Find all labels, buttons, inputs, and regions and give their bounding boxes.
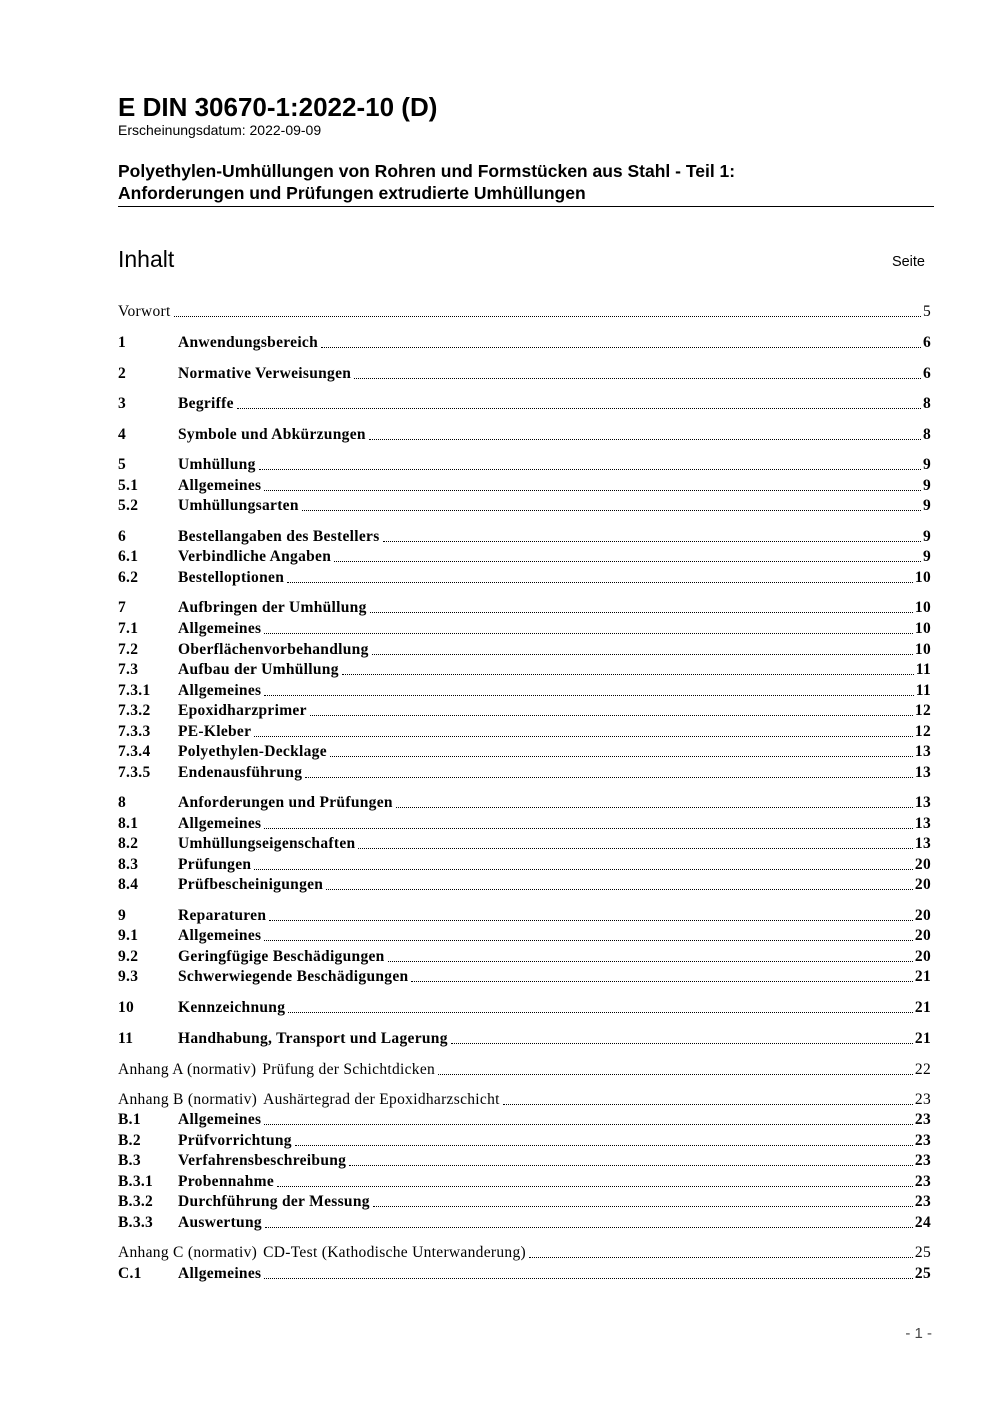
toc-entry-number: 7 [118, 599, 127, 616]
toc-entry-number: 7.3 [118, 661, 139, 678]
toc-dot-leader [321, 347, 921, 348]
toc-entry-label: Normative Verweisungen [178, 365, 352, 382]
toc-entry-label: Symbole und Abkürzungen [178, 426, 366, 443]
toc-entry-number: 10 [118, 999, 135, 1016]
toc-entry-label: Endenausführung [178, 764, 303, 781]
toc-entry-page: 20 [914, 856, 931, 873]
toc-entry-label: Umhüllungseigenschaften [178, 835, 356, 852]
toc-dot-leader [358, 848, 912, 849]
document-title-line-2: Anforderungen und Prüfungen extrudierte Umhüllungen [118, 183, 586, 203]
toc-entry-page: 21 [914, 1030, 931, 1047]
toc-entry-page: 20 [914, 876, 931, 893]
toc-entry[interactable] [118, 1213, 931, 1233]
toc-dot-leader [264, 1124, 913, 1125]
toc-entry-number: 4 [118, 426, 127, 443]
toc-entry-number: 7.2 [118, 641, 139, 658]
toc-entry-label: Verbindliche Angaben [178, 548, 332, 565]
toc-entry-page: 10 [914, 569, 931, 586]
toc-dot-leader [305, 777, 913, 778]
toc-entry-number: 8.4 [118, 876, 139, 893]
toc-entry-page: 23 [914, 1111, 931, 1128]
toc-entry-number: 6.1 [118, 548, 139, 565]
toc-entry-page: 12 [914, 723, 931, 740]
toc-entry-number: 7.3.3 [118, 723, 151, 740]
toc-entry-page: 8 [922, 426, 931, 443]
toc-entry[interactable] [118, 681, 931, 701]
toc-entry-page: 20 [914, 907, 931, 924]
toc-entry-page: 10 [914, 599, 931, 616]
toc-entry-number: 7.3.2 [118, 702, 151, 719]
toc-entry-number: B.1 [118, 1111, 141, 1128]
toc-dot-leader [302, 510, 921, 511]
toc-entry-number: 9.1 [118, 927, 139, 944]
toc-entry[interactable] [118, 701, 931, 721]
toc-entry-number: 6 [118, 528, 127, 545]
toc-entry-page: 11 [915, 661, 931, 678]
toc-entry-page: 23 [914, 1193, 931, 1210]
toc-dot-leader [373, 1206, 913, 1207]
toc-entry-label: Epoxidharzprimer [178, 702, 307, 719]
toc-entry-label: Anwendungsbereich [178, 334, 319, 351]
toc-entry-page: 24 [914, 1214, 931, 1231]
toc-entry[interactable] [118, 547, 931, 567]
toc-entry[interactable] [118, 1192, 931, 1212]
toc-entry-label: Polyethylen-Decklage [178, 743, 327, 760]
toc-dot-leader [264, 633, 913, 634]
toc-entry-page: 11 [915, 682, 931, 699]
toc-entry-label: Umhüllungsarten [178, 497, 299, 514]
toc-entry-page: 13 [914, 794, 931, 811]
toc-dot-leader [288, 1012, 913, 1013]
toc-annex-label: Anhang A (normativ) [118, 1061, 257, 1078]
toc-entry[interactable] [118, 998, 931, 1018]
toc-entry[interactable] [118, 527, 931, 547]
toc-entry[interactable] [118, 1110, 931, 1130]
toc-entry-label: Allgemeines [178, 1265, 262, 1282]
toc-entry[interactable] [118, 1029, 931, 1049]
toc-entry[interactable] [118, 1243, 931, 1263]
toc-dot-leader [330, 756, 913, 757]
toc-entry-page: 6 [922, 365, 931, 382]
toc-entry[interactable] [118, 763, 931, 783]
toc-entry-label: PE-Kleber [178, 723, 252, 740]
toc-entry-page: 10 [914, 620, 931, 637]
toc-entry-number: 9.3 [118, 968, 139, 985]
toc-dot-leader [264, 1278, 913, 1279]
toc-entry-page: 12 [914, 702, 931, 719]
toc-entry[interactable] [118, 619, 931, 639]
toc-entry-number: B.2 [118, 1132, 141, 1149]
toc-entry[interactable] [118, 793, 931, 813]
toc-annex-label: Anhang B (normativ) [118, 1091, 258, 1108]
toc-entry-page: 9 [922, 548, 931, 565]
toc-entry-label: Allgemeines [178, 477, 262, 494]
toc-entry-label: Begriffe [178, 395, 234, 412]
toc-entry[interactable] [118, 1131, 931, 1151]
toc-entry-page: 25 [914, 1265, 931, 1282]
toc-entry[interactable] [118, 722, 931, 742]
toc-entry-number: 7.3.5 [118, 764, 151, 781]
toc-entry-label: Prüfungen [178, 856, 252, 873]
toc-entry[interactable] [118, 967, 931, 987]
toc-entry[interactable] [118, 1264, 931, 1284]
toc-entry-label: Allgemeines [178, 927, 262, 944]
toc-entry-label: Kennzeichnung [178, 999, 286, 1016]
toc-entry-page: 9 [922, 477, 931, 494]
toc-entry-number: B.3.3 [118, 1214, 154, 1231]
toc-dot-leader [264, 828, 913, 829]
toc-entry[interactable] [118, 496, 931, 516]
toc-entry-label: Aushärtegrad der Epoxidharzschicht [263, 1091, 500, 1108]
toc-dot-leader [264, 940, 913, 941]
toc-entry[interactable] [118, 1060, 931, 1080]
toc-entry-label: Schwerwiegende Beschädigungen [178, 968, 409, 985]
toc-dot-leader [503, 1104, 913, 1105]
toc-dot-leader [369, 439, 921, 440]
toc-entry[interactable] [118, 333, 931, 353]
toc-entry-label: CD-Test (Kathodische Unterwanderung) [263, 1244, 526, 1261]
toc-entry-number: 5.1 [118, 477, 139, 494]
toc-entry-page: 9 [922, 456, 931, 473]
toc-entry[interactable] [118, 814, 931, 834]
toc-entry-page: 23 [914, 1091, 931, 1108]
toc-entry-label: Vorwort [118, 303, 171, 320]
toc-entry[interactable] [118, 834, 931, 854]
toc-entry-label: Allgemeines [178, 620, 262, 637]
toc-entry-number: 2 [118, 365, 127, 382]
toc-entry-label: Umhüllung [178, 456, 256, 473]
toc-entry-label: Prüfvorrichtung [178, 1132, 292, 1149]
toc-entry-number: B.3.1 [118, 1173, 154, 1190]
toc-entry-page: 13 [914, 815, 931, 832]
toc-entry-label: Geringfügige Beschädigungen [178, 948, 385, 965]
toc-dot-leader [342, 674, 914, 675]
toc-dot-leader [411, 981, 912, 982]
toc-dot-leader [396, 807, 913, 808]
toc-entry-page: 23 [914, 1152, 931, 1169]
toc-dot-leader [237, 408, 921, 409]
toc-entry-page: 13 [914, 764, 931, 781]
toc-entry-page: 9 [922, 497, 931, 514]
toc-dot-leader [451, 1043, 913, 1044]
toc-dot-leader [259, 469, 921, 470]
toc-entry-number: 6.2 [118, 569, 139, 586]
toc-entry[interactable] [118, 302, 931, 322]
toc-entry-page: 9 [922, 528, 931, 545]
toc-entry-number: 7.3.1 [118, 682, 151, 699]
toc-entry[interactable] [118, 660, 931, 680]
toc-entry-number: 7.1 [118, 620, 139, 637]
toc-entry-number: 11 [118, 1030, 134, 1047]
toc-entry-label: Auswertung [178, 1214, 262, 1231]
toc-dot-leader [334, 561, 921, 562]
toc-entry-number: 1 [118, 334, 127, 351]
toc-entry-number: C.1 [118, 1265, 142, 1282]
toc-entry-label: Verfahrensbeschreibung [178, 1152, 347, 1169]
toc-entry-label: Aufbringen der Umhüllung [178, 599, 367, 616]
toc-entry[interactable] [118, 394, 931, 414]
toc-entry[interactable] [118, 1090, 931, 1110]
document-id: E DIN 30670-1:2022-10 (D) [118, 92, 438, 122]
toc-entry-number: 8.2 [118, 835, 139, 852]
toc-entry-label: Aufbau der Umhüllung [178, 661, 339, 678]
toc-dot-leader [287, 582, 913, 583]
toc-dot-leader [174, 316, 921, 317]
toc-dot-leader [277, 1186, 913, 1187]
toc-entry-number: 8 [118, 794, 127, 811]
toc-heading: Inhalt [118, 246, 175, 272]
toc-entry-label: Allgemeines [178, 815, 262, 832]
toc-entry-label: Bestelloptionen [178, 569, 285, 586]
title-divider [118, 206, 934, 207]
toc-annex-label: Anhang C (normativ) [118, 1244, 258, 1261]
toc-entry-label: Allgemeines [178, 682, 262, 699]
document-title-line-1: Polyethylen-Umhüllungen von Rohren und Formstücken aus Stahl - Teil 1: [118, 161, 736, 181]
toc-entry-page: 21 [914, 999, 931, 1016]
toc-dot-leader [254, 736, 913, 737]
toc-entry-label: Allgemeines [178, 1111, 262, 1128]
toc-entry-number: 9.2 [118, 948, 139, 965]
publication-date: Erscheinungsdatum: 2022-09-09 [118, 122, 322, 138]
toc-entry-page: 5 [922, 303, 931, 320]
toc-entry-label: Oberflächenvorbehandlung [178, 641, 369, 658]
toc-entry-page: 25 [914, 1244, 931, 1261]
toc-entry-number: 5 [118, 456, 127, 473]
document-title [118, 160, 918, 204]
toc-entry-number: 7.3.4 [118, 743, 151, 760]
toc-dot-leader [264, 490, 921, 491]
toc-entry-page: 10 [914, 641, 931, 658]
toc-entry-page: 8 [922, 395, 931, 412]
toc-entry-label: Prüfung der Schichtdicken [262, 1061, 436, 1078]
toc-dot-leader [438, 1074, 913, 1075]
toc-entry-label: Bestellangaben des Bestellers [178, 528, 380, 545]
toc-entry[interactable] [118, 855, 931, 875]
toc-entry[interactable] [118, 364, 931, 384]
toc-dot-leader [326, 889, 913, 890]
toc-entry-page: 21 [914, 968, 931, 985]
toc-entry-number: 3 [118, 395, 127, 412]
toc-page-column-label: Seite [891, 254, 925, 270]
toc-dot-leader [388, 961, 913, 962]
toc-entry[interactable] [118, 476, 931, 496]
toc-dot-leader [383, 541, 921, 542]
toc-dot-leader [295, 1145, 913, 1146]
toc-entry-page: 13 [914, 835, 931, 852]
toc-entry-number: B.3 [118, 1152, 141, 1169]
toc-entry-page: 22 [914, 1061, 931, 1078]
toc-entry-number: 5.2 [118, 497, 139, 514]
toc-entry-label: Reparaturen [178, 907, 267, 924]
toc-entry-page: 20 [914, 927, 931, 944]
toc-dot-leader [269, 920, 913, 921]
toc-dot-leader [354, 378, 921, 379]
toc-entry-page: 6 [922, 334, 931, 351]
toc-entry-label: Handhabung, Transport und Lagerung [178, 1030, 448, 1047]
toc-entry-page: 20 [914, 948, 931, 965]
toc-dot-leader [370, 612, 913, 613]
toc-entry[interactable] [118, 598, 931, 618]
toc-entry[interactable] [118, 926, 931, 946]
toc-entry-page: 23 [914, 1132, 931, 1149]
toc-entry[interactable] [118, 455, 931, 475]
toc-entry-page: 23 [914, 1173, 931, 1190]
toc-entry[interactable] [118, 875, 931, 895]
toc-dot-leader [310, 715, 913, 716]
toc-entry[interactable] [118, 425, 931, 445]
toc-entry-number: 8.3 [118, 856, 139, 873]
toc-entry[interactable] [118, 640, 931, 660]
toc-entry-number: 8.1 [118, 815, 139, 832]
toc-dot-leader [265, 1227, 913, 1228]
toc-entry[interactable] [118, 568, 931, 588]
toc-entry[interactable] [118, 1151, 931, 1171]
toc-entry-number: 9 [118, 907, 127, 924]
toc-dot-leader [529, 1257, 913, 1258]
toc-dot-leader [254, 869, 913, 870]
toc-entry[interactable] [118, 906, 931, 926]
toc-dot-leader [349, 1165, 913, 1166]
toc-entry[interactable] [118, 742, 931, 762]
toc-entry-label: Anforderungen und Prüfungen [178, 794, 393, 811]
toc-entry-number: B.3.2 [118, 1193, 154, 1210]
toc-entry-label: Prüfbescheinigungen [178, 876, 324, 893]
page-number: - 1 - [905, 1325, 932, 1342]
toc-entry-label: Durchführung der Messung [178, 1193, 370, 1210]
toc-entry[interactable] [118, 947, 931, 967]
toc-dot-leader [264, 695, 913, 696]
toc-entry[interactable] [118, 1172, 931, 1192]
toc-dot-leader [372, 654, 913, 655]
toc-entry-page: 13 [914, 743, 931, 760]
toc-entry-label: Probennahme [178, 1173, 275, 1190]
